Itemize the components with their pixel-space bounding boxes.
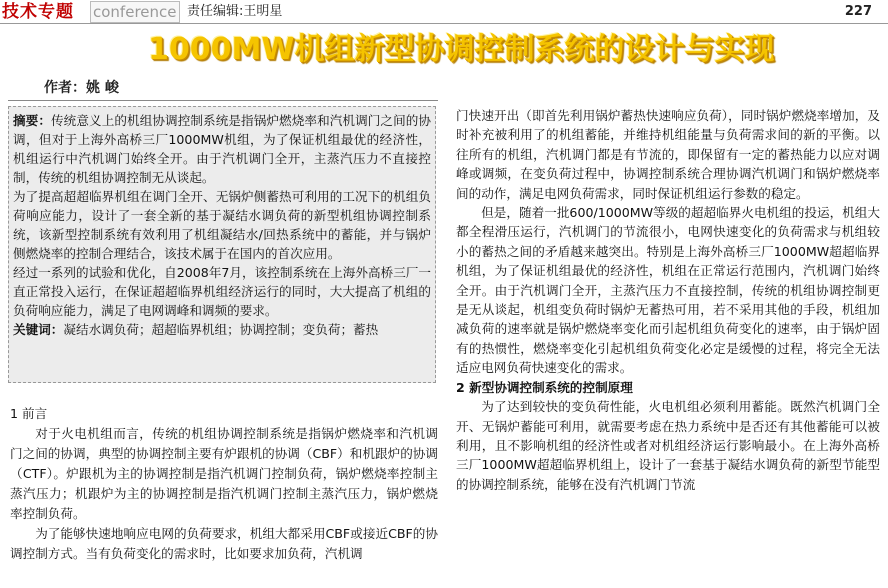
abstract-text-1: 传统意义上的机组协调控制系统是指锅炉燃烧率和汽机调门之间的协调，但对于上海外高桥三厂1000MW机组，为了保证机组最优的经济性，机组运行中汽机调门始终全开。由于汽机调门全开，主蒸汽压力不直接控制，传统的机组协调控制无从谈起。 [13,113,432,185]
author-divider [8,100,438,101]
section-1-heading: 1 前言 [10,406,48,421]
left-column [10,404,438,588]
page-header [0,0,888,24]
right-column [456,106,880,588]
keywords-label: 关键词： [13,322,64,337]
conference-tag: conference [90,1,180,23]
abstract-paragraph-2: 为了提高超超临界机组在调门全开、无锅炉侧蓄热可利用的工况下的机组负荷响应能力，设计了一套全新的基于凝结水调负荷的新型机组协调控制系统，该新型控制系统有效利用了机组凝结水/回热系统中的蓄能，并与锅炉侧燃烧率的控制合理结合，该技术属于在国内的首次应用。 [13,189,431,261]
abstract-paragraph-3: 经过一系列的试验和优化，自2008年7月，该控制系统在上海外高桥三厂一直正常投入运行，在保证超超临界机组经济运行的同时，大大提高了机组的负荷响应能力，满足了电网调峰和调频的要求。 [13,265,431,318]
header-divider [0,23,888,24]
section-2-paragraph-1: 为了达到较快的变负荷性能，火电机组必须利用蓄能。既然汽机调门全开、无锅炉蓄能可利用，就需要考虑在热力系统中是否还有其他蓄能可以被利用，且不影响机组的经济性或者对机组经济运行影响最小。在上海外高桥三厂1000MW超超临界机组上，设计了一套基于凝结水调负荷的新型节能型的协调控制系统，能够在没有汽机调门节流 [456,399,880,492]
section-1-paragraph-2: 为了能够快速地响应电网的负荷要求，机组大都采用CBF或接近CBF的协调控制方式。当有负荷变化的需求时，比如要求加负荷，汽机调 [10,526,438,561]
abstract-paragraph-1 [13,111,431,187]
right-paragraph-2: 但是，随着一批600/1000MW等级的超超临界火电机组的投运，机组大都全程滑压运行，汽机调门的节流很小，电网快速变化的负荷需求与机组较小的蓄热之间的矛盾越来越突出。特别是上海外高桥三厂1000MW超超临界机组，为了保证机组最优的经济性，机组在正常运行范围内，汽机调门始终全开。由于汽机调门全开，主蒸汽压力不直接控制，传统的机组协调控制更是无从谈起，机组变负荷时锅炉无蓄热可用，若不采用其他的手段，机组加减负荷的速率就是锅炉燃烧率变化而引起机组负荷变化的速率，由于锅炉固有的热惯性，燃烧率变化引起机组负荷变化必定是缓慢的过程，将完全无法适应电网负荷快速变化的需求。 [456,205,880,376]
article-author: 作者：姚 峻 [44,80,119,96]
keywords-line [13,320,431,339]
article-title: 1000MW机组新型协调控制系统的设计与实现 [148,32,775,67]
keywords-text: 凝结水调负荷；超超临界机组；协调控制；变负荷；蓄热 [63,322,379,337]
section-label: 技术专题 [2,2,74,22]
section-1-paragraph-1: 对于火电机组而言，传统的机组协调控制系统是指锅炉燃烧率和汽机调门之间的协调，典型的协调控制主要有炉跟机的协调（CBF）和机跟炉的协调（CTF）。炉跟机为主的协调控制是指汽机调门控制负荷，锅炉燃烧率控制主蒸汽压力；机跟炉为主的协调控制是指汽机调门控制主蒸汽压力，锅炉燃烧率控制负荷。 [10,426,438,521]
abstract-box [8,106,436,383]
abstract-label: 摘要： [13,113,52,128]
editor-credit: 责任编辑:王明星 [187,4,283,19]
right-paragraph-1: 门快速开出（即首先利用锅炉蓄热快速响应负荷），同时锅炉燃烧率增加，及时补充被利用了的机组蓄能，并维持机组能量与负荷需求间的新的平衡。以往所有的机组，汽机调门都是有节流的，即保留有一定的蓄热能力以应对调峰或调频，在变负荷过程中，协调控制系统合理协调汽机调门和锅炉燃烧率间的动作，满足电网负荷需求，同时保证机组运行参数的稳定。 [456,108,880,201]
section-2-heading: 2 新型协调控制系统的控制原理 [456,379,633,395]
page-number: 227 [844,4,872,19]
